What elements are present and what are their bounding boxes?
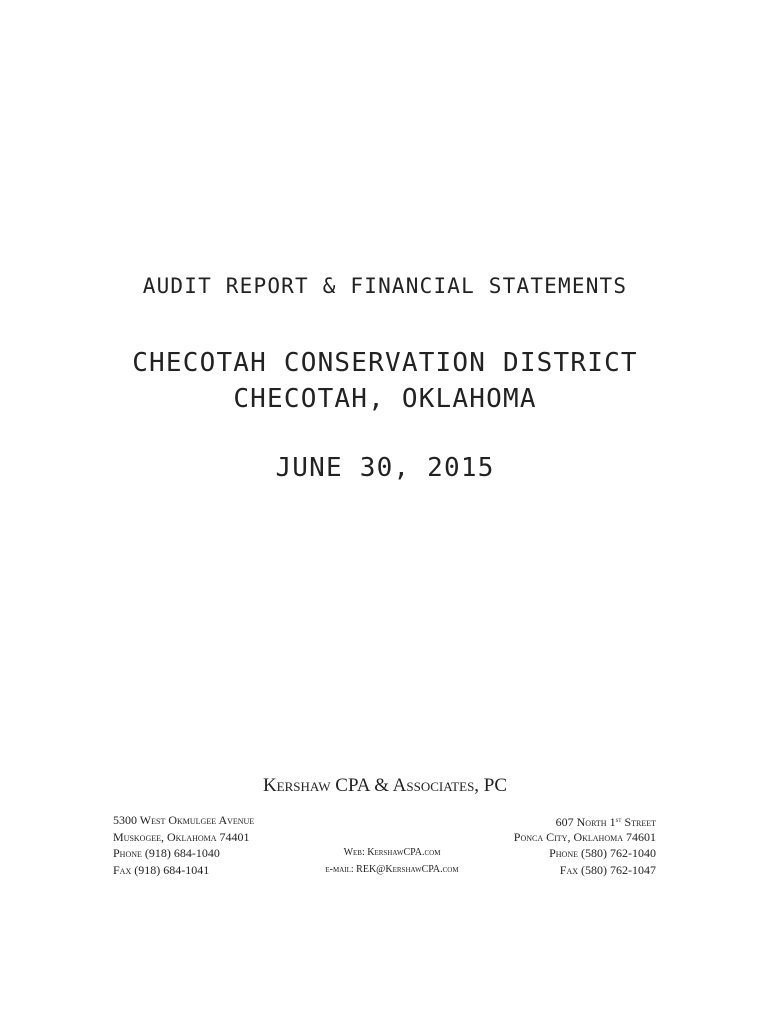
right-office-street-ordinal: st [615, 816, 622, 824]
left-office-street: 5300 West Okmulgee Avenue [113, 813, 255, 827]
report-date: JUNE 30, 2015 [275, 453, 495, 483]
right-office-fax: Fax (580) 762-1047 [559, 862, 656, 877]
district-heading [0, 345, 770, 417]
left-office-fax: Fax (918) 684-1041 [113, 862, 210, 877]
right-office-phone: Phone (580) 762-1040 [549, 846, 656, 860]
firm-name: Kershaw CPA & Associates, PC [262, 775, 508, 796]
right-office-street [514, 812, 656, 829]
district-name: CHECOTAH CONSERVATION DISTRICT [132, 348, 638, 378]
left-office-city: Muskogee, Oklahoma 74401 [113, 829, 250, 844]
district-location: CHECOTAH, OKLAHOMA [233, 384, 537, 414]
firm-website: Web: KershawCPA.com [343, 847, 441, 858]
left-office-phone: Phone (918) 684-1040 [113, 846, 220, 860]
right-office-street-number: 607 North 1 [555, 815, 616, 829]
right-office-address [514, 812, 656, 878]
report-subtitle: AUDIT REPORT & FINANCIAL STATEMENTS [142, 274, 628, 298]
firm-email: e-mail: REK@KershawCPA.com [325, 863, 459, 875]
right-office-city: Ponca City, Oklahoma 74601 [513, 829, 656, 844]
right-office-street-name: Street [621, 815, 656, 829]
